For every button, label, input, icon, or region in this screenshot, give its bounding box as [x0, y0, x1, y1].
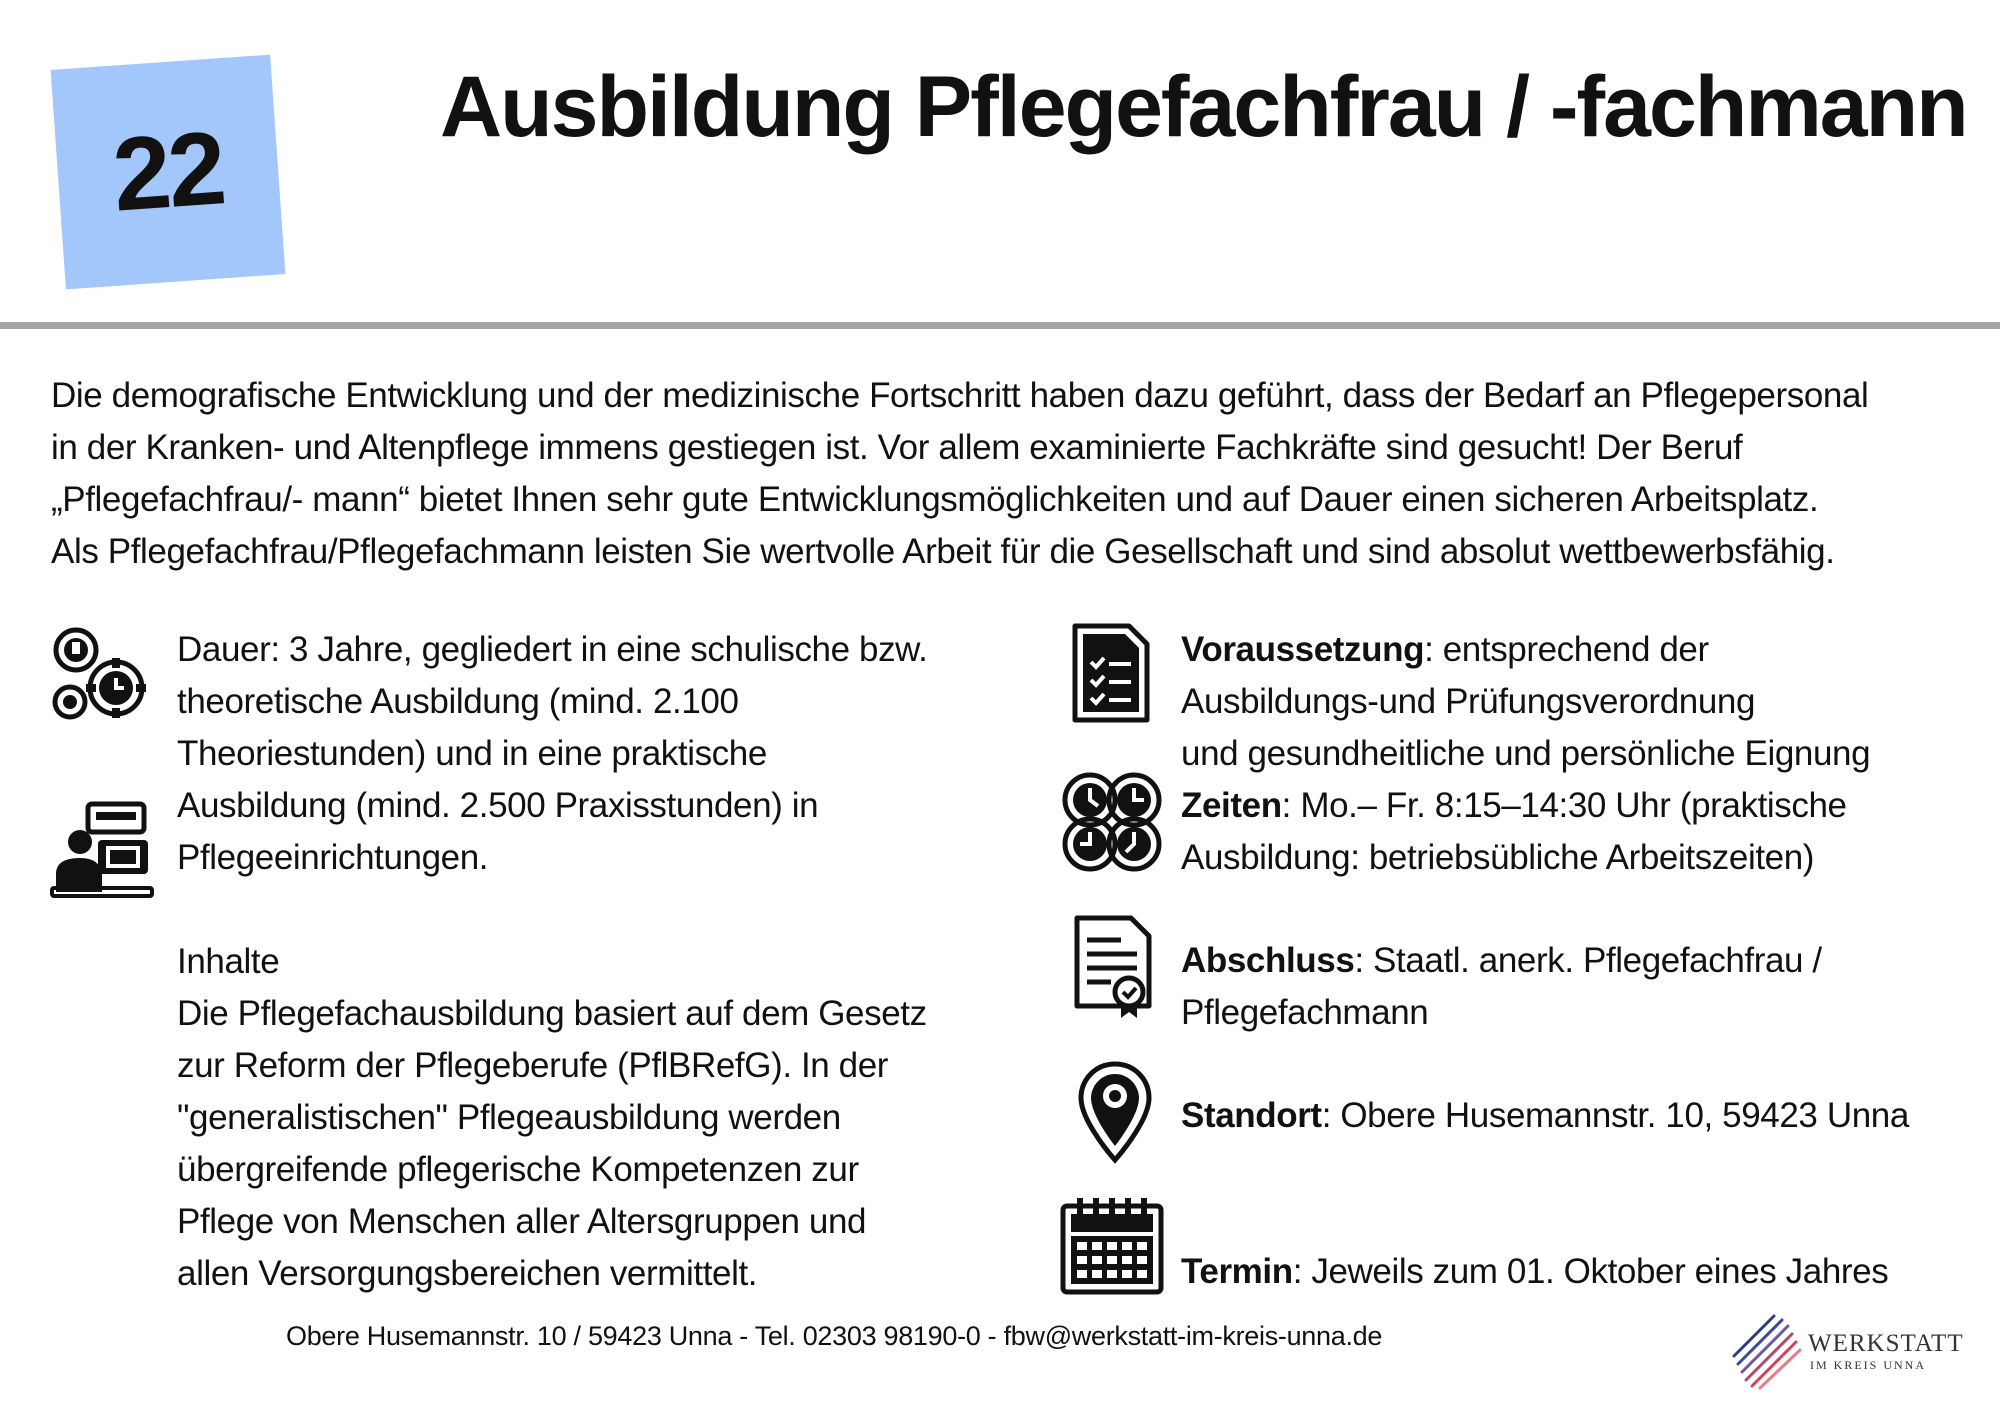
dauer-line: Pflegeeinrichtungen.: [177, 838, 489, 877]
logo-subtitle: IM KREIS UNNA: [1810, 1358, 1926, 1372]
termin-label: Termin: [1181, 1252, 1293, 1291]
voraussetzung-block: [1181, 624, 1870, 780]
person-computer-icon: [50, 800, 154, 900]
inhalte-line: übergreifende pflegerische Kompetenzen zur: [177, 1150, 859, 1189]
inhalte-line: allen Versorgungsbereichen vermittelt.: [177, 1254, 758, 1293]
dauer-line: Ausbildung (mind. 2.500 Praxisstunden) in: [177, 786, 819, 825]
intro-line: Als Pflegefachfrau/Pflegefachmann leisten Sie wertvolle Arbeit für die Gesellschaft und sind absolut wettbewerbsfähig.: [51, 532, 1835, 571]
gears-clock-icon: [50, 624, 154, 724]
dauer-line: theoretische Ausbildung (mind. 2.100: [177, 682, 739, 721]
dauer-line: Dauer: 3 Jahre, gegliedert in eine schulische bzw.: [177, 630, 928, 669]
standort-block: [1181, 1090, 1909, 1142]
footer-contact: Obere Husemannstr. 10 / 59423 Unna - Tel. 02303 98190-0 - fbw@werkstatt-im-kreis-unna.de: [286, 1321, 1383, 1351]
zeiten-label: Zeiten: [1181, 786, 1282, 825]
certificate-icon: [1071, 914, 1155, 1020]
zeiten-block: [1181, 780, 1847, 884]
abschluss-block: [1181, 935, 1822, 1039]
page-number-badge: [51, 55, 286, 290]
inhalte-line: "generalistischen" Pflegeausbildung werden: [177, 1098, 841, 1137]
logo-name: WERKSTATT: [1808, 1330, 1964, 1357]
page-number: 22: [109, 109, 227, 234]
standort-label: Standort: [1181, 1096, 1322, 1135]
standort-text: : Obere Husemannstr. 10, 59423 Unna: [1321, 1096, 1909, 1135]
inhalte-line: Pflege von Menschen aller Altersgruppen und: [177, 1202, 867, 1241]
location-pin-icon: [1077, 1060, 1153, 1164]
header-divider: [0, 322, 2000, 329]
voraussetzung-text: : entsprechend der: [1424, 630, 1709, 669]
logo-stripes-icon: [1730, 1310, 1804, 1390]
zeiten-text: : Mo.– Fr. 8:15–14:30 Uhr (praktische: [1281, 786, 1847, 825]
calendar-icon: [1059, 1196, 1165, 1296]
four-clocks-icon: [1060, 770, 1164, 874]
voraussetzung-text: und gesundheitliche und persönliche Eignung: [1181, 734, 1871, 773]
intro-paragraph: [51, 370, 1951, 578]
intro-line: „Pflegefachfrau/- mann“ bietet Ihnen sehr gute Entwicklungsmöglichkeiten und auf Dauer einen sicheren Arbeitsplatz.: [51, 480, 1819, 519]
zeiten-text: Ausbildung: betriebsübliche Arbeitszeiten): [1181, 838, 1815, 877]
checklist-document-icon: [1069, 622, 1153, 724]
inhalte-line: zur Reform der Pflegeberufe (PflBRefG). In der: [177, 1046, 889, 1085]
termin-block: [1181, 1246, 1888, 1298]
inhalte-heading: Inhalte: [177, 942, 280, 981]
termin-text: : Jeweils zum 01. Oktober eines Jahres: [1292, 1252, 1889, 1291]
page-title: Ausbildung Pflegefachfrau / -fachmann: [440, 59, 1967, 155]
voraussetzung-text: Ausbildungs-und Prüfungsverordnung: [1181, 682, 1756, 721]
werkstatt-logo: [1730, 1310, 1964, 1390]
left-column: [177, 624, 977, 1300]
intro-line: in der Kranken- und Altenpflege immens gestiegen ist. Vor allem examinierte Fachkräfte sind gesucht! Der Beruf: [51, 428, 1743, 467]
intro-line: Die demografische Entwicklung und der medizinische Fortschritt haben dazu geführt, dass der Bedarf an Pflegepersonal: [51, 376, 1869, 415]
dauer-line: Theoriestunden) und in eine praktische: [177, 734, 767, 773]
inhalte-line: Die Pflegefachausbildung basiert auf dem Gesetz: [177, 994, 927, 1033]
abschluss-text: Pflegefachmann: [1181, 993, 1429, 1032]
voraussetzung-label: Voraussetzung: [1181, 630, 1425, 669]
abschluss-text: : Staatl. anerk. Pflegefachfrau /: [1354, 941, 1822, 980]
abschluss-label: Abschluss: [1181, 941, 1355, 980]
